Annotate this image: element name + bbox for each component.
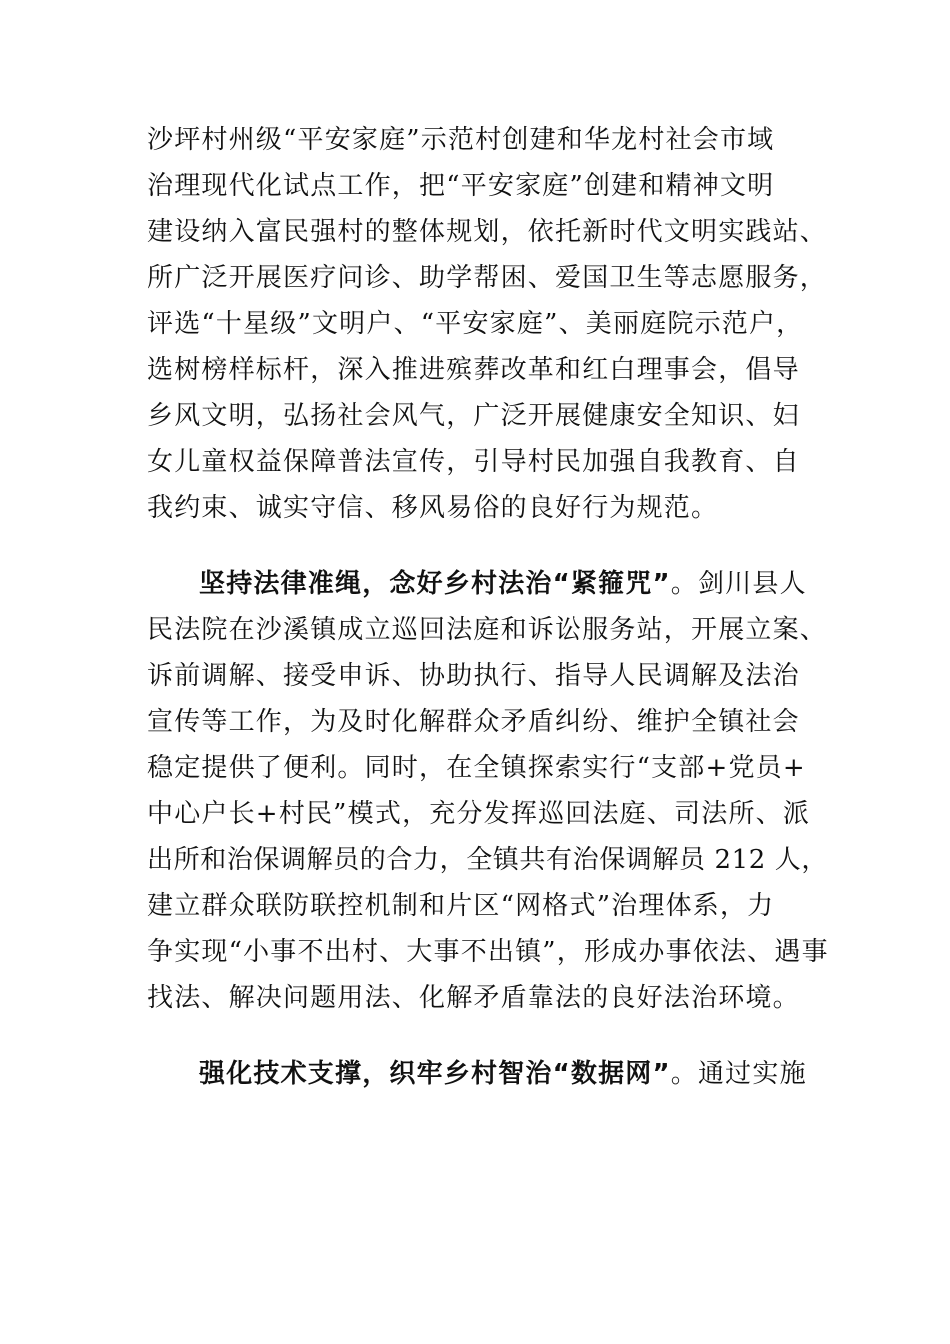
- paragraph-2-line-7: 出所和治保调解员的合力，全镇共有治保调解员 212 人，: [147, 845, 828, 875]
- paragraph-2-line-4: 宣传等工作，为及时化解群众矛盾纠纷、维护全镇社会: [147, 707, 800, 737]
- paragraph-2-line-10: 找法、解决问题用法、化解矛盾靠法的良好法治环境。: [147, 983, 800, 1013]
- paragraph-1-line-3: 建设纳入富民强村的整体规划，依托新时代文明实践站、: [147, 217, 828, 247]
- paragraph-3-first-line-rest: 。通过实施: [670, 1059, 807, 1089]
- paragraph-1-line-9: 我约束、诚实守信、移风易俗的良好行为规范。: [147, 493, 719, 523]
- paragraph-1-line-5: 评选“十星级”文明户、“平安家庭”、美丽庭院示范户，: [147, 309, 804, 339]
- paragraph-3-heading: 强化技术支撑，织牢乡村智治“数据网”: [199, 1059, 671, 1089]
- paragraph-2-line-3: 诉前调解、接受申诉、协助执行、指导人民调解及法治: [147, 661, 800, 691]
- paragraph-2-first-line-rest: 。剑川县人: [670, 569, 807, 599]
- paragraph-2-first-line: [199, 560, 807, 608]
- paragraph-1-line-6: 选树榜样标杆，深入推进殡葬改革和红白理事会，倡导: [147, 355, 800, 385]
- paragraph-1-line-8: 女儿童权益保障普法宣传，引导村民加强自我教育、自: [147, 447, 800, 477]
- paragraph-2-line-6: 中心户长+村民”模式，充分发挥巡回法庭、司法所、派: [147, 799, 811, 829]
- paragraph-1-line-4: 所广泛开展医疗问诊、助学帮困、爱国卫生等志愿服务，: [147, 263, 828, 293]
- paragraph-3-first-line: [199, 1050, 807, 1098]
- paragraph-2-heading: 坚持法律准绳，念好乡村法治“紧箍咒”: [199, 569, 671, 599]
- paragraph-2-line-2: 民法院在沙溪镇成立巡回法庭和诉讼服务站，开展立案、: [147, 615, 828, 645]
- paragraph-1-line-1: 沙坪村州级“平安家庭”示范村创建和华龙村社会市域: [147, 125, 775, 155]
- paragraph-2-line-8: 建立群众联防联控机制和片区“网格式”治理体系，力: [147, 891, 775, 921]
- paragraph-1-line-2: 治理现代化试点工作，把“平安家庭”创建和精神文明: [147, 171, 775, 201]
- paragraph-2-line-5: 稳定提供了便利。同时，在全镇探索实行“支部+党员+: [147, 753, 806, 783]
- paragraph-1-line-7: 乡风文明，弘扬社会风气，广泛开展健康安全知识、妇: [147, 401, 800, 431]
- paragraph-2-line-9: 争实现“小事不出村、大事不出镇”，形成办事依法、遇事: [147, 937, 829, 967]
